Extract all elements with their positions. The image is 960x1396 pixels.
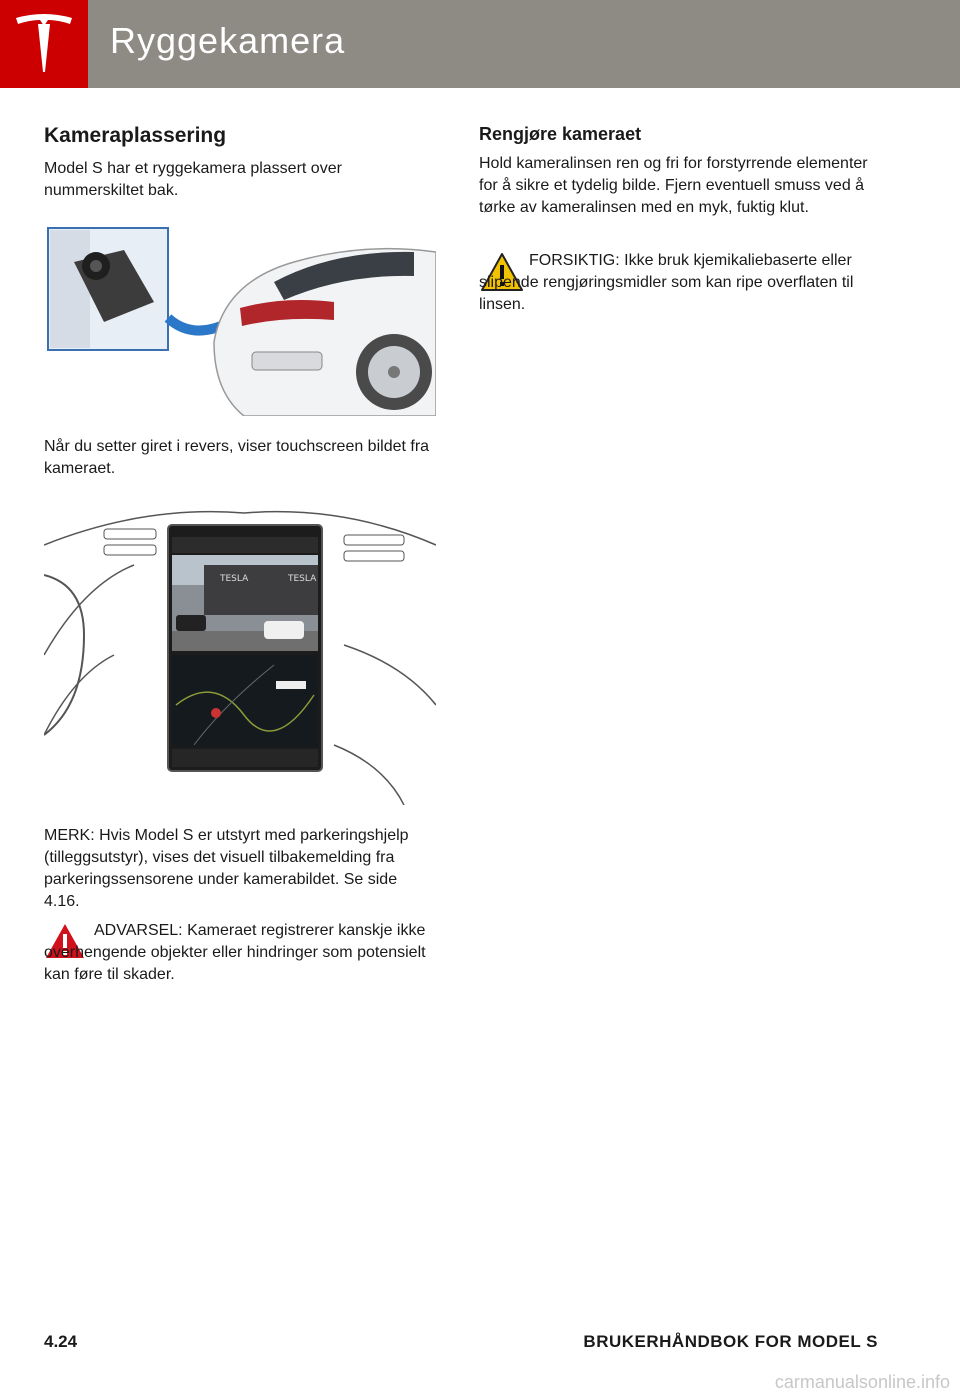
page-title: Ryggekamera	[110, 20, 346, 61]
tesla-logo	[0, 0, 88, 88]
tesla-logo-icon	[14, 12, 74, 76]
parking-note: MERK: Hvis Model S er utstyrt med parkeringshjelp (tilleggsutstyr), vises det visuell tilbakemelding fra parkeringssensorene under kamerabildet. Se side 4.16.	[44, 827, 409, 910]
caution-text: FORSIKTIG: Ikke bruk kjemikaliebaserte eller slipende rengjøringsmidler som kan ripe overflaten til linsen.	[479, 252, 854, 313]
camera-location-illustration	[44, 222, 436, 416]
touchscreen-camera-view-illustration	[44, 505, 436, 805]
manual-title: BRUKERHÅNDBOK FOR MODEL S	[583, 1332, 878, 1351]
section-heading-clean-camera: Rengjøre kameraet	[479, 124, 642, 144]
page-number: 4.24	[44, 1332, 78, 1351]
section-heading-camera-location: Kameraplassering	[44, 124, 227, 147]
reverse-text: Når du setter giret i revers, viser touchscreen bildet fra kameraet.	[44, 438, 430, 477]
header-bar	[0, 0, 960, 88]
screen-sign-2: TESLA	[288, 574, 317, 584]
warning-text: ADVARSEL: Kameraet registrerer kanskje ikke overhengende objekter eller hindringer som potensielt kan føre til skader.	[44, 922, 426, 983]
cleaning-text: Hold kameralinsen ren og fri for forstyrrende elementer for å sikre et tydelig bilde. Fjern eventuell smuss ved å tørke av kameralinsen med en myk, fuktig klut.	[479, 155, 868, 216]
screen-sign-1: TESLA	[220, 574, 249, 584]
watermark: carmanualsonline.info	[774, 1372, 950, 1392]
intro-text: Model S har et ryggekamera plassert over nummerskiltet bak.	[44, 160, 342, 199]
